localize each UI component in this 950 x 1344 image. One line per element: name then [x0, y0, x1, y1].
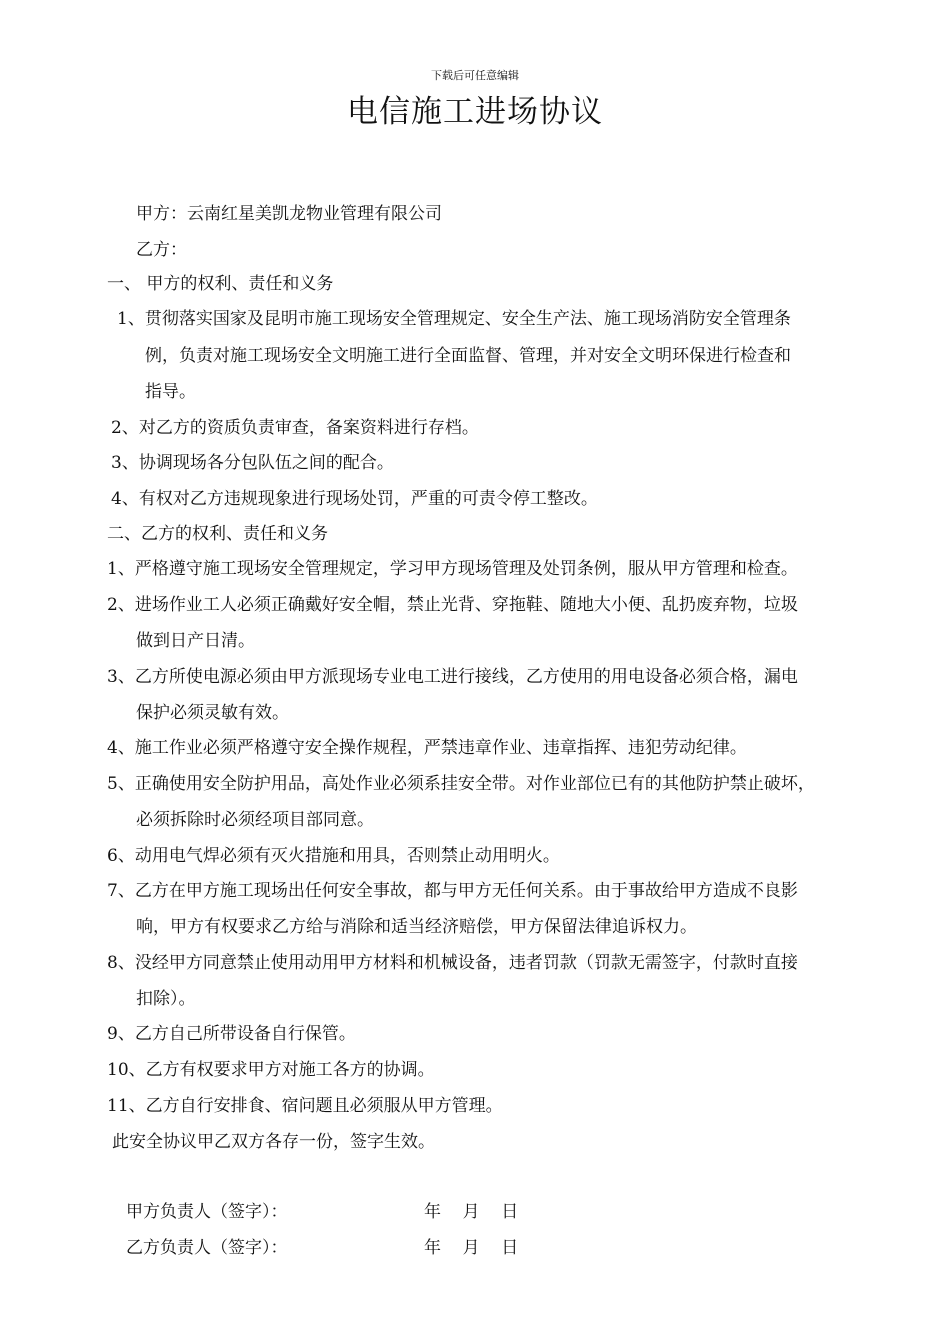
- section1-item-1-line1: 1、贯彻落实国家及昆明市施工现场安全管理规定、安全生产法、施工现场消防安全管理条: [117, 309, 791, 329]
- section2-item-2-line2: 做到日产日清。: [136, 631, 255, 651]
- section2-heading: 二、乙方的权利、责任和义务: [107, 524, 328, 544]
- section2-item-1: 1、严格遵守施工现场安全管理规定，学习甲方现场管理及处罚条例，服从甲方管理和检查。: [107, 559, 798, 579]
- party-b-signature-date: 年 月 日: [424, 1238, 519, 1258]
- section2-item-5-line2: 必须拆除时必须经项目部同意。: [136, 810, 374, 830]
- party-a-signature-date: 年 月 日: [424, 1202, 519, 1222]
- party-b-signature-label: 乙方负责人（签字）：: [126, 1238, 288, 1258]
- party-b-line: 乙方：: [136, 240, 187, 260]
- section1-heading: 一、 甲方的权利、责任和义务: [107, 274, 334, 294]
- section2-item-6: 6、动用电气焊必须有灭火措施和用具，否则禁止动用明火。: [107, 846, 560, 866]
- section2-item-3-line1: 3、乙方所使电源必须由甲方派现场专业电工进行接线，乙方使用的用电设备必须合格，漏电: [107, 667, 798, 687]
- party-a-line: 甲方：云南红星美凯龙物业管理有限公司: [136, 204, 442, 224]
- section2-item-4: 4、施工作业必须严格遵守安全操作规程，严禁违章作业、违章指挥、违犯劳动纪律。: [107, 738, 747, 758]
- section2-item-2-line1: 2、进场作业工人必须正确戴好安全帽，禁止光背、穿拖鞋、随地大小便、乱扔废弃物，垃圾: [107, 595, 798, 615]
- section2-item-11: 11、乙方自行安排食、宿问题且必须服从甲方管理。: [107, 1096, 503, 1116]
- closing-statement: 此安全协议甲乙双方各存一份，签字生效。: [112, 1132, 435, 1152]
- section1-item-3: 3、协调现场各分包队伍之间的配合。: [111, 453, 394, 473]
- header-note: 下载后可任意编辑: [431, 69, 519, 82]
- section2-item-10: 10、乙方有权要求甲方对施工各方的协调。: [107, 1060, 435, 1080]
- section2-item-8-line2: 扣除）。: [136, 989, 196, 1009]
- section2-item-9: 9、乙方自己所带设备自行保管。: [107, 1024, 356, 1044]
- document-title: 电信施工进场协议: [347, 94, 603, 130]
- section1-item-2: 2、对乙方的资质负责审查，备案资料进行存档。: [111, 418, 479, 438]
- section2-item-3-line2: 保护必须灵敏有效。: [136, 703, 289, 723]
- section1-item-4: 4、有权对乙方违规现象进行现场处罚，严重的可责令停工整改。: [111, 489, 598, 509]
- section1-item-1-line2: 例，负责对施工现场安全文明施工进行全面监督、管理，并对安全文明环保进行检查和: [145, 346, 791, 366]
- section2-item-8-line1: 8、没经甲方同意禁止使用动用甲方材料和机械设备，违者罚款（罚款无需签字，付款时直接: [107, 953, 798, 973]
- section2-item-5-line1: 5、正确使用安全防护用品，高处作业必须系挂安全带。对作业部位已有的其他防护禁止破坏，: [107, 774, 815, 794]
- section1-item-1-line3: 指导。: [145, 382, 196, 402]
- party-a-signature-label: 甲方负责人（签字）：: [126, 1202, 288, 1222]
- section2-item-7-line1: 7、乙方在甲方施工现场出任何安全事故，都与甲方无任何关系。由于事故给甲方造成不良影: [107, 881, 798, 901]
- section2-item-7-line2: 响，甲方有权要求乙方给与消除和适当经济赔偿，甲方保留法律追诉权力。: [136, 917, 697, 937]
